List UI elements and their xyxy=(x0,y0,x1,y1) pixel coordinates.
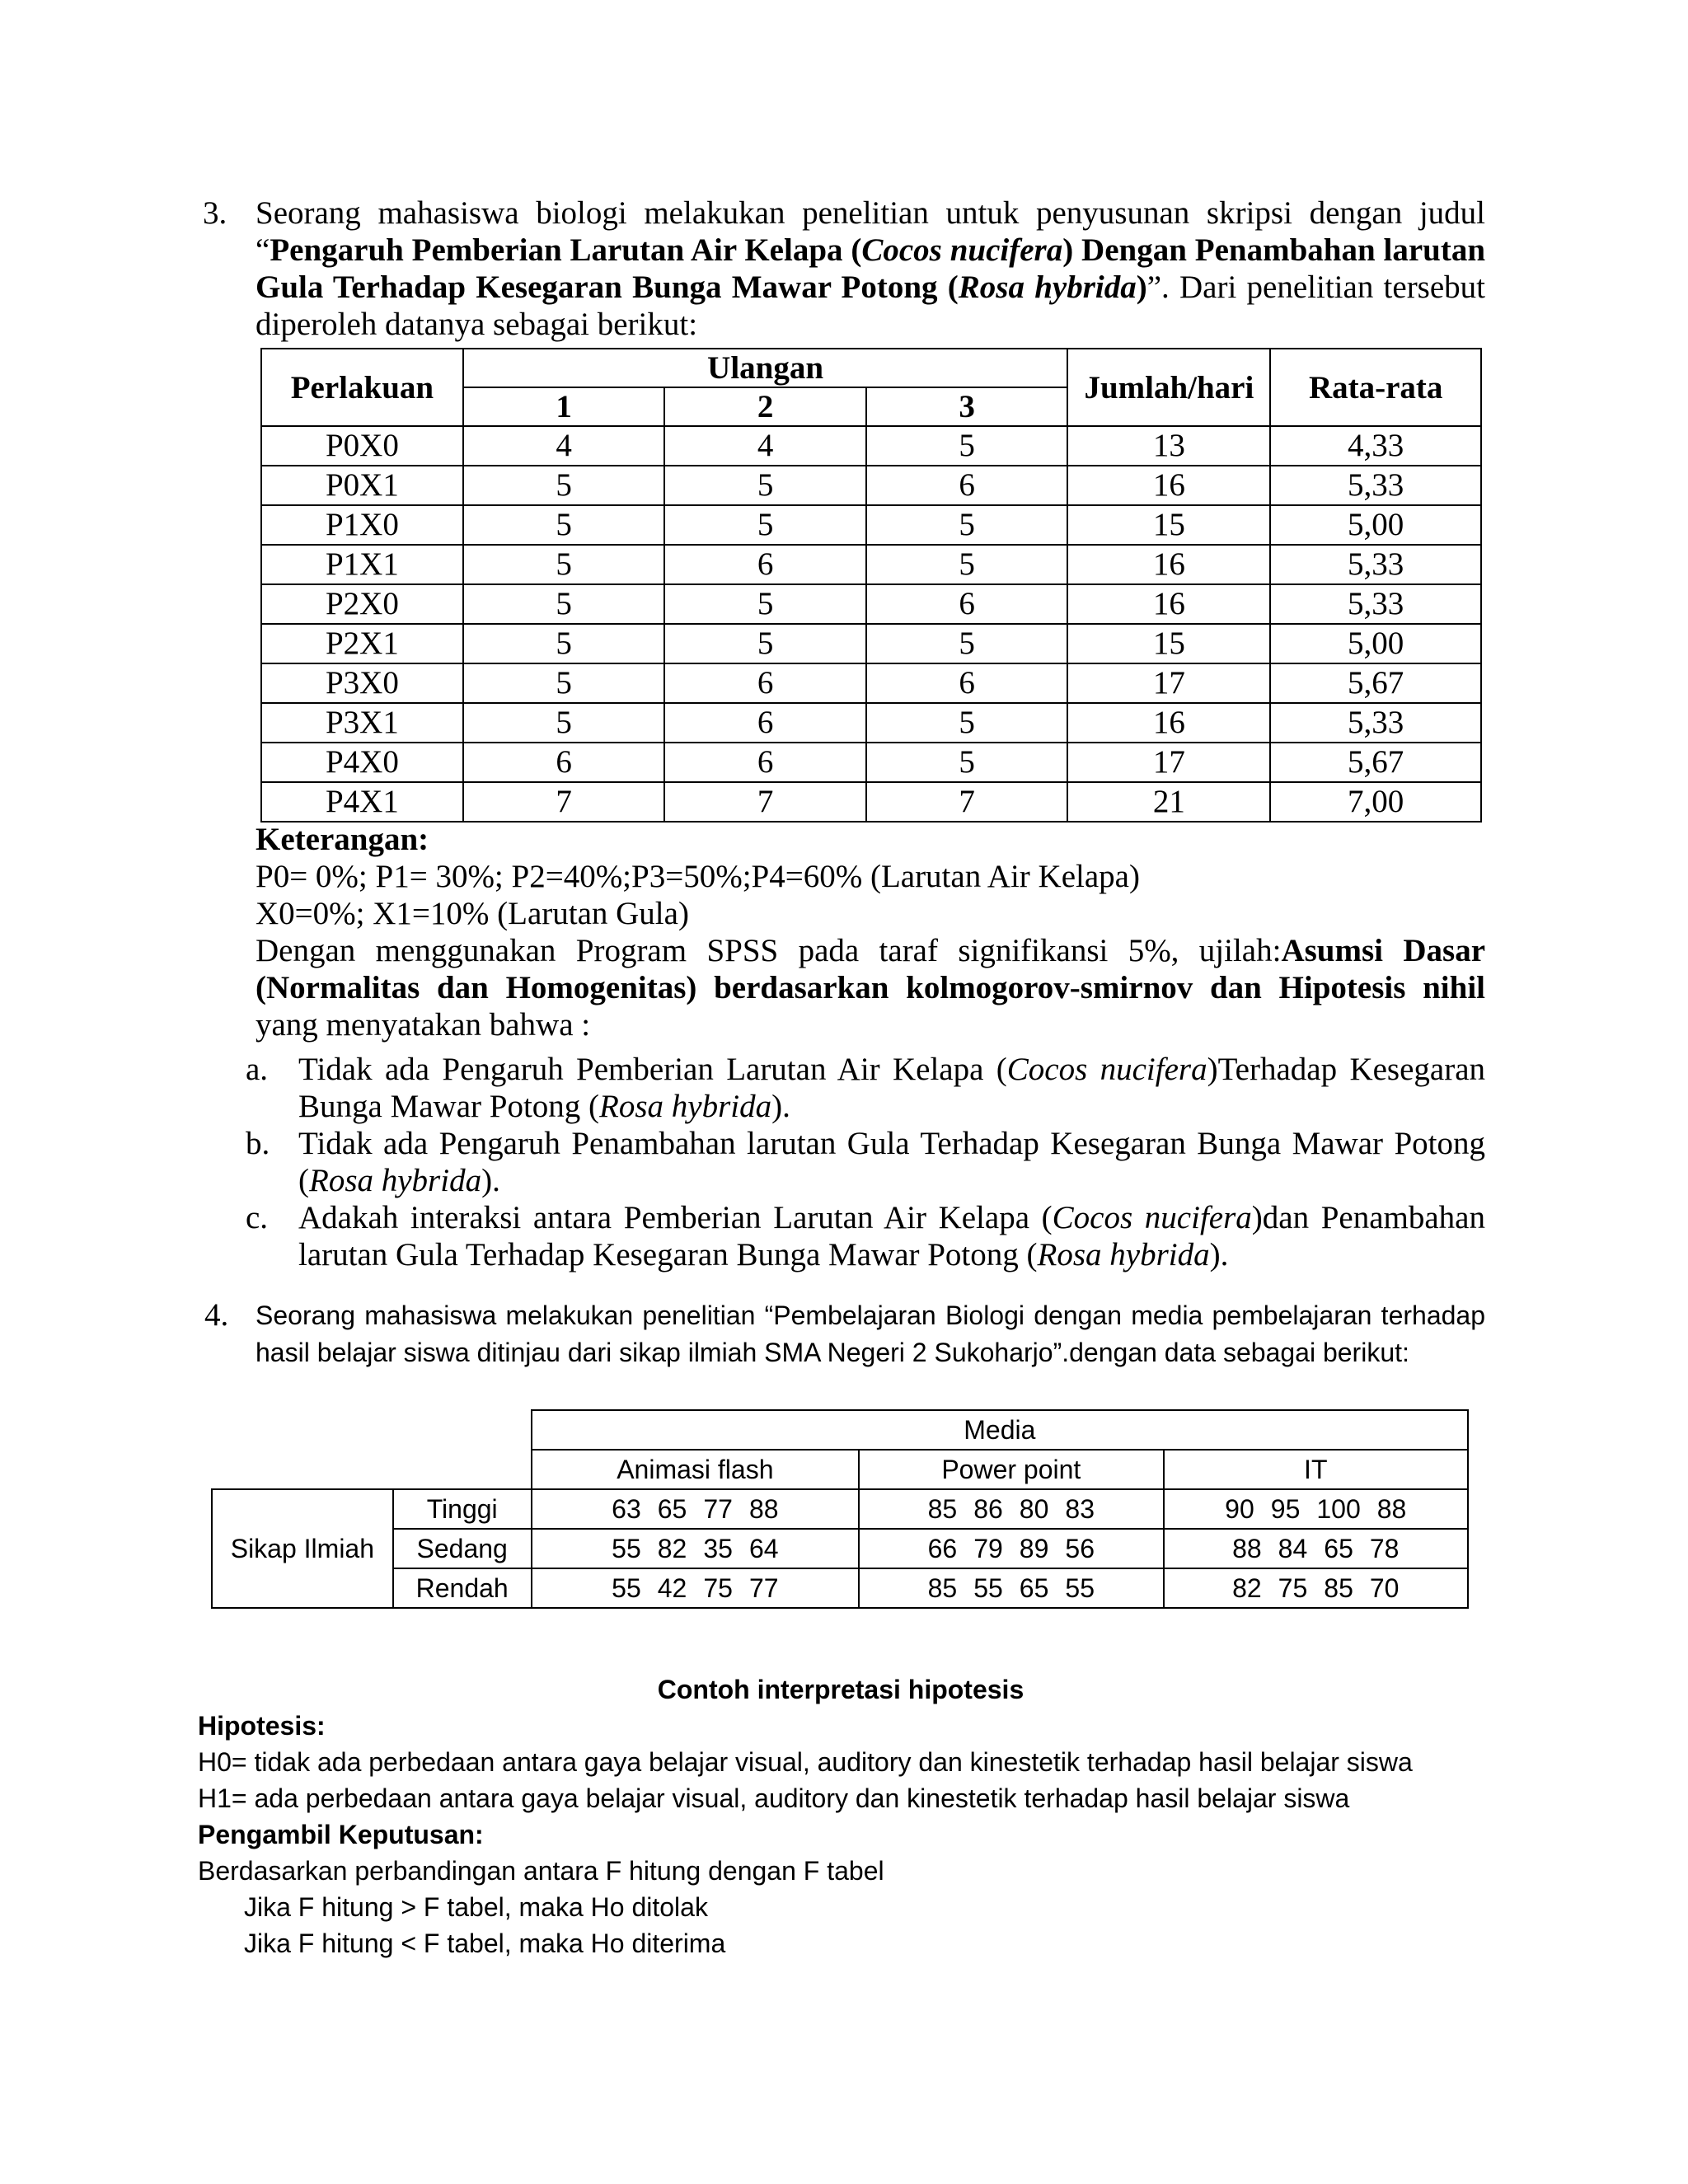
value: 65 xyxy=(1324,1534,1353,1563)
species-name: Rosa hybrida xyxy=(599,1089,772,1124)
table-row xyxy=(261,584,1481,624)
value: 79 xyxy=(973,1534,1003,1563)
question-4 xyxy=(204,1297,1485,1371)
cell-perlakuan: P4X1 xyxy=(261,782,463,822)
cell-it xyxy=(1164,1489,1468,1529)
hypothesis-text: Adakah interaksi antara Pemberian Larutan Air Kelapa ( xyxy=(298,1200,1053,1235)
cell-rata: 5,67 xyxy=(1270,663,1481,703)
hypothesis-text: ). xyxy=(771,1089,790,1124)
table-row xyxy=(212,1568,1468,1608)
cell-u1: 5 xyxy=(463,703,665,743)
cell-rata: 5,33 xyxy=(1270,545,1481,584)
instruction-plain: Dengan menggunakan Program SPSS pada taraf signifikansi 5%, ujilah: xyxy=(256,933,1282,968)
hypothesis-text: )Terhadap Kesegaran Bunga Mawar Potong ( xyxy=(298,1052,1486,1124)
cell-power-point xyxy=(859,1568,1163,1608)
question-3-title-close: ”. Dari penelitian tersebut diperoleh datanya sebagai berikut: xyxy=(256,269,1486,342)
hypothesis-text: Tidak ada Pengaruh Penambahan larutan Gula Terhadap Kesegaran Bunga Mawar Potong ( xyxy=(298,1126,1485,1198)
cell-u1: 4 xyxy=(463,426,665,466)
table-row xyxy=(261,663,1481,703)
header-ulangan-3: 3 xyxy=(866,387,1068,426)
keterangan-x: X0=0%; X1=10% (Larutan Gula) xyxy=(256,896,689,931)
table-row xyxy=(261,782,1481,822)
cell-u2: 4 xyxy=(664,426,866,466)
question-3-intro: Seorang mahasiswa biologi melakukan penelitian untuk penyusunan skripsi dengan judul xyxy=(256,195,1485,231)
species-name: Cocos nucifera xyxy=(1006,1052,1207,1087)
value: 85 xyxy=(927,1573,958,1603)
cell-u1: 5 xyxy=(463,505,665,545)
cell-u2: 7 xyxy=(664,782,866,822)
instruction-end: yang menyatakan bahwa : xyxy=(256,1007,591,1043)
cell-jumlah: 21 xyxy=(1067,782,1270,822)
header-it: IT xyxy=(1164,1450,1468,1489)
table-row xyxy=(261,505,1481,545)
cell-u3: 6 xyxy=(866,466,1068,505)
value: 83 xyxy=(1065,1494,1095,1524)
value: 90 xyxy=(1225,1494,1254,1524)
cell-rata: 4,33 xyxy=(1270,426,1481,466)
question-3-species2: Rosa hybrida xyxy=(958,269,1137,305)
instruction-paragraph xyxy=(256,932,1485,1043)
species-name: Cocos nucifera xyxy=(1052,1200,1252,1235)
header-power-point: Power point xyxy=(859,1450,1163,1489)
table-row xyxy=(261,624,1481,663)
decision-basis: Berdasarkan perbandingan antara F hitung dengan F tabel xyxy=(198,1856,884,1886)
value: 77 xyxy=(703,1494,733,1524)
value: 55 xyxy=(1065,1573,1095,1603)
header-animasi-flash: Animasi flash xyxy=(532,1450,859,1489)
list-marker: c. xyxy=(246,1200,269,1235)
keterangan-label: Keterangan: xyxy=(256,822,429,857)
value: 75 xyxy=(703,1573,733,1603)
species-name: Rosa hybrida xyxy=(309,1163,482,1198)
question-3-text xyxy=(256,194,1485,343)
question-3-title-open: “ xyxy=(256,232,270,268)
header-ulangan-1: 1 xyxy=(463,387,665,426)
cell-u2: 5 xyxy=(664,624,866,663)
header-perlakuan: Perlakuan xyxy=(261,349,463,426)
cell-perlakuan: P2X1 xyxy=(261,624,463,663)
value: 55 xyxy=(973,1573,1003,1603)
value: 75 xyxy=(1278,1573,1308,1603)
cell-perlakuan: P3X0 xyxy=(261,663,463,703)
value: 65 xyxy=(1019,1573,1049,1603)
cell-u1: 7 xyxy=(463,782,665,822)
cell-animasi-flash xyxy=(532,1568,859,1608)
decision-rule-2: Jika F hitung < F tabel, maka Ho diterima xyxy=(244,1929,726,1958)
cell-u3: 6 xyxy=(866,584,1068,624)
value: 35 xyxy=(703,1534,733,1563)
cell-power-point xyxy=(859,1489,1163,1529)
header-ulangan: Ulangan xyxy=(463,349,1068,387)
value: 86 xyxy=(973,1494,1003,1524)
value: 89 xyxy=(1019,1534,1049,1563)
cell-u3: 7 xyxy=(866,782,1068,822)
value: 85 xyxy=(1324,1573,1353,1603)
cell-u3: 5 xyxy=(866,545,1068,584)
cell-jumlah: 16 xyxy=(1067,466,1270,505)
hypothesis-text: )dan Penambahan larutan Gula Terhadap Kesegaran Bunga Mawar Potong ( xyxy=(298,1200,1485,1272)
cell-perlakuan: P0X0 xyxy=(261,426,463,466)
hypotheses-list xyxy=(246,1051,1486,1273)
cell-perlakuan: P2X0 xyxy=(261,584,463,624)
cell-u2: 6 xyxy=(664,663,866,703)
hypothesis-text: Tidak ada Pengaruh Pemberian Larutan Air Kelapa ( xyxy=(298,1052,1007,1087)
list-marker: b. xyxy=(246,1126,270,1161)
cell-u2: 6 xyxy=(664,743,866,782)
list-item xyxy=(246,1125,1485,1199)
keterangan-p: P0= 0%; P1= 30%; P2=40%;P3=50%;P4=60% (Larutan Air Kelapa) xyxy=(256,859,1140,894)
hypothesis-text: ). xyxy=(481,1163,500,1198)
cell-u2: 6 xyxy=(664,703,866,743)
cell-perlakuan: P0X1 xyxy=(261,466,463,505)
cell-jumlah: 16 xyxy=(1067,703,1270,743)
treatment-table xyxy=(260,348,1482,823)
value: 65 xyxy=(657,1494,687,1524)
cell-u2: 5 xyxy=(664,505,866,545)
header-jumlah: Jumlah/hari xyxy=(1067,349,1270,426)
question-3 xyxy=(204,194,1485,343)
cell-jumlah: 17 xyxy=(1067,663,1270,703)
table-row xyxy=(261,703,1481,743)
value: 85 xyxy=(927,1494,958,1524)
table-row xyxy=(261,545,1481,584)
header-ulangan-2: 2 xyxy=(664,387,866,426)
value: 77 xyxy=(748,1573,779,1603)
cell-u1: 5 xyxy=(463,584,665,624)
cell-perlakuan: P1X1 xyxy=(261,545,463,584)
table-row xyxy=(261,426,1481,466)
value: 55 xyxy=(612,1534,641,1563)
value: 88 xyxy=(1376,1494,1407,1524)
species-name: Rosa hybrida xyxy=(1037,1237,1210,1272)
cell-u3: 5 xyxy=(866,505,1068,545)
cell-power-point xyxy=(859,1529,1163,1568)
keterangan-section xyxy=(256,821,1485,1043)
question-3-number: 3. xyxy=(203,195,227,231)
cell-animasi-flash xyxy=(532,1529,859,1568)
keputusan-label: Pengambil Keputusan: xyxy=(198,1820,484,1849)
h0-statement: H0= tidak ada perbedaan antara gaya belajar visual, auditory dan kinestetik terhadap hasil belajar siswa xyxy=(198,1747,1413,1777)
value: 66 xyxy=(927,1534,958,1563)
value: 42 xyxy=(657,1573,687,1603)
row-label: Sedang xyxy=(393,1529,532,1568)
table-row xyxy=(261,743,1481,782)
instruction-bold: Asumsi Dasar (Normalitas dan Homogenitas) berdasarkan kolmogorov-smirnov dan Hipotesis nihil xyxy=(256,933,1485,1005)
question-3-title-part1: Pengaruh Pemberian Larutan Air Kelapa ( xyxy=(270,232,862,268)
question-3-title-part2: ) Dengan Penambahan larutan Gula Terhadap Kesegaran Bunga Mawar Potong ( xyxy=(256,232,1486,305)
cell-u1: 5 xyxy=(463,663,665,703)
row-label: Rendah xyxy=(393,1568,532,1608)
cell-jumlah: 16 xyxy=(1067,584,1270,624)
cell-u3: 5 xyxy=(866,743,1068,782)
cell-rata: 5,33 xyxy=(1270,703,1481,743)
cell-jumlah: 15 xyxy=(1067,624,1270,663)
cell-u1: 5 xyxy=(463,545,665,584)
value: 70 xyxy=(1369,1573,1400,1603)
cell-u2: 5 xyxy=(664,466,866,505)
cell-u3: 6 xyxy=(866,663,1068,703)
cell-u3: 5 xyxy=(866,703,1068,743)
value: 82 xyxy=(657,1534,687,1563)
decision-rule-1: Jika F hitung > F tabel, maka Ho ditolak xyxy=(244,1892,708,1922)
media-table xyxy=(211,1409,1469,1609)
cell-animasi-flash xyxy=(532,1489,859,1529)
cell-jumlah: 13 xyxy=(1067,426,1270,466)
cell-u1: 6 xyxy=(463,743,665,782)
question-4-text: Seorang mahasiswa melakukan penelitian “Pembelajaran Biologi dengan media pembelajaran terhadap hasil belajar siswa ditinjau dari sikap ilmiah SMA Negeri 2 Sukoharjo”.dengan data sebagai berikut: xyxy=(256,1301,1485,1367)
cell-u1: 5 xyxy=(463,624,665,663)
cell-u1: 5 xyxy=(463,466,665,505)
interpretation-title: Contoh interpretasi hipotesis xyxy=(657,1675,1025,1704)
value: 88 xyxy=(1232,1534,1262,1563)
cell-u3: 5 xyxy=(866,426,1068,466)
list-item xyxy=(246,1051,1485,1125)
table-row xyxy=(212,1529,1468,1568)
value: 88 xyxy=(748,1494,779,1524)
cell-u3: 5 xyxy=(866,624,1068,663)
question-4-number: 4. xyxy=(204,1297,229,1333)
value: 63 xyxy=(612,1494,641,1524)
row-label: Tinggi xyxy=(393,1489,532,1529)
table-row xyxy=(261,466,1481,505)
value: 56 xyxy=(1065,1534,1095,1563)
cell-it xyxy=(1164,1529,1468,1568)
cell-perlakuan: P1X0 xyxy=(261,505,463,545)
cell-rata: 5,33 xyxy=(1270,584,1481,624)
value: 78 xyxy=(1369,1534,1400,1563)
value: 95 xyxy=(1270,1494,1301,1524)
value: 80 xyxy=(1019,1494,1049,1524)
cell-u2: 6 xyxy=(664,545,866,584)
value: 55 xyxy=(612,1573,641,1603)
value: 82 xyxy=(1232,1573,1262,1603)
row-group-sikap-ilmiah: Sikap Ilmiah xyxy=(212,1489,393,1608)
h1-statement: H1= ada perbedaan antara gaya belajar visual, auditory dan kinestetik terhadap hasil belajar siswa xyxy=(198,1783,1350,1813)
cell-rata: 5,00 xyxy=(1270,624,1481,663)
hipotesis-label: Hipotesis: xyxy=(198,1711,326,1741)
cell-perlakuan: P3X1 xyxy=(261,703,463,743)
cell-jumlah: 16 xyxy=(1067,545,1270,584)
table-row xyxy=(212,1489,1468,1529)
cell-jumlah: 15 xyxy=(1067,505,1270,545)
value: 64 xyxy=(748,1534,779,1563)
question-3-species1: Cocos nucifera xyxy=(861,232,1063,268)
cell-rata: 7,00 xyxy=(1270,782,1481,822)
cell-it xyxy=(1164,1568,1468,1608)
list-marker: a. xyxy=(246,1052,269,1087)
cell-jumlah: 17 xyxy=(1067,743,1270,782)
cell-u2: 5 xyxy=(664,584,866,624)
cell-rata: 5,33 xyxy=(1270,466,1481,505)
header-media: Media xyxy=(532,1410,1468,1450)
list-item xyxy=(246,1199,1485,1273)
value: 100 xyxy=(1316,1494,1361,1524)
value: 84 xyxy=(1278,1534,1308,1563)
cell-rata: 5,00 xyxy=(1270,505,1481,545)
cell-rata: 5,67 xyxy=(1270,743,1481,782)
header-rata-rata: Rata-rata xyxy=(1270,349,1481,426)
question-3-title-part3: ) xyxy=(1136,269,1147,305)
hypothesis-text: ). xyxy=(1209,1237,1229,1272)
interpretation-section xyxy=(198,1671,1484,1961)
cell-perlakuan: P4X0 xyxy=(261,743,463,782)
